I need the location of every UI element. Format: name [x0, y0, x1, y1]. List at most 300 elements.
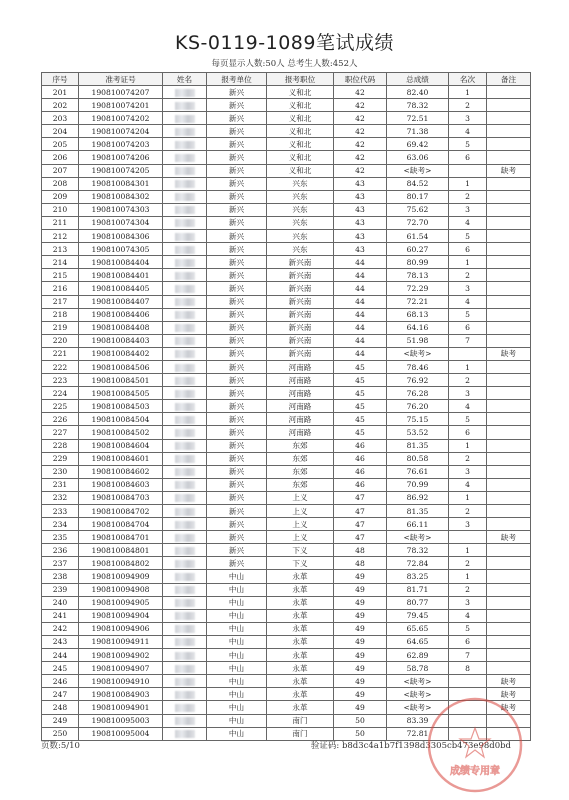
cell-position: 兴东 — [267, 243, 334, 256]
cell-position: 河南路 — [267, 374, 334, 387]
cell-unit: 中山 — [207, 609, 267, 622]
cell-name — [163, 151, 207, 164]
cell-unit: 新兴 — [207, 360, 267, 373]
table-row — [42, 347, 531, 360]
cell-rank: 5 — [449, 138, 487, 151]
cell-note — [487, 360, 531, 373]
cell-index: 242 — [42, 622, 79, 635]
cell-unit: 新兴 — [207, 321, 267, 334]
cell-score: 53.52 — [387, 426, 449, 439]
cell-code: 42 — [334, 99, 387, 112]
cell-name — [163, 295, 207, 308]
table-row — [42, 282, 531, 295]
cell-unit: 中山 — [207, 649, 267, 662]
cell-unit: 新兴 — [207, 164, 267, 177]
cell-index: 204 — [42, 125, 79, 138]
cell-unit: 中山 — [207, 622, 267, 635]
cell-score: 62.89 — [387, 649, 449, 662]
cell-unit: 新兴 — [207, 374, 267, 387]
cell-rank: 3 — [449, 465, 487, 478]
cell-code: 42 — [334, 151, 387, 164]
cell-index: 224 — [42, 387, 79, 400]
cell-position: 永革 — [267, 635, 334, 648]
table-row — [42, 439, 531, 452]
redacted-name — [175, 429, 195, 437]
cell-index: 212 — [42, 230, 79, 243]
cell-code: 45 — [334, 360, 387, 373]
redacted-name — [175, 547, 195, 555]
cell-position: 河南路 — [267, 387, 334, 400]
cell-index: 202 — [42, 99, 79, 112]
cell-score: 64.16 — [387, 321, 449, 334]
cell-name — [163, 649, 207, 662]
table-header-row — [42, 73, 531, 86]
cell-unit: 新兴 — [207, 230, 267, 243]
redacted-name — [175, 455, 195, 463]
table-row — [42, 164, 531, 177]
cell-note: 缺考 — [487, 347, 531, 360]
cell-position: 永革 — [267, 622, 334, 635]
cell-unit: 新兴 — [207, 452, 267, 465]
cell-position: 永革 — [267, 675, 334, 688]
cell-note — [487, 635, 531, 648]
cell-rank: 3 — [449, 112, 487, 125]
cell-name — [163, 243, 207, 256]
table-row — [42, 478, 531, 491]
cell-code: 43 — [334, 177, 387, 190]
page-number: 页数:5/10 — [41, 741, 80, 751]
cell-code: 46 — [334, 439, 387, 452]
cell-note — [487, 505, 531, 518]
cell-note — [487, 387, 531, 400]
cell-unit: 中山 — [207, 570, 267, 583]
redacted-name — [175, 180, 195, 188]
cell-note — [487, 216, 531, 229]
cell-index: 245 — [42, 662, 79, 675]
cell-unit: 新兴 — [207, 334, 267, 347]
cell-position: 永革 — [267, 662, 334, 675]
cell-index: 240 — [42, 596, 79, 609]
cell-name — [163, 203, 207, 216]
cell-position: 兴东 — [267, 190, 334, 203]
cell-note — [487, 334, 531, 347]
cell-code: 49 — [334, 635, 387, 648]
table-row — [42, 86, 531, 99]
cell-code: 44 — [334, 269, 387, 282]
redacted-name — [175, 717, 195, 725]
cell-name — [163, 465, 207, 478]
cell-score: 72.21 — [387, 295, 449, 308]
cell-position: 新兴南 — [267, 347, 334, 360]
cell-index: 206 — [42, 151, 79, 164]
cell-name — [163, 190, 207, 203]
cell-rank: 5 — [449, 230, 487, 243]
cell-ticket: 190810074303 — [79, 203, 163, 216]
cell-code: 43 — [334, 190, 387, 203]
cell-code: 47 — [334, 518, 387, 531]
cell-position: 下义 — [267, 557, 334, 570]
cell-name — [163, 374, 207, 387]
cell-unit: 新兴 — [207, 387, 267, 400]
cell-note — [487, 243, 531, 256]
cell-note — [487, 491, 531, 504]
redacted-name — [175, 560, 195, 568]
cell-index: 217 — [42, 295, 79, 308]
cell-unit: 新兴 — [207, 413, 267, 426]
cell-note — [487, 583, 531, 596]
table-row — [42, 635, 531, 648]
table-row — [42, 426, 531, 439]
cell-index: 211 — [42, 216, 79, 229]
cell-index: 243 — [42, 635, 79, 648]
cell-code: 50 — [334, 727, 387, 740]
table-row — [42, 649, 531, 662]
cell-position: 上义 — [267, 518, 334, 531]
cell-note — [487, 518, 531, 531]
cell-rank — [449, 347, 487, 360]
cell-score: <缺考> — [387, 164, 449, 177]
cell-name — [163, 452, 207, 465]
cell-index: 222 — [42, 360, 79, 373]
table-row — [42, 295, 531, 308]
cell-rank: 6 — [449, 321, 487, 334]
cell-index: 229 — [42, 452, 79, 465]
cell-ticket: 190810084403 — [79, 334, 163, 347]
cell-rank: 1 — [449, 439, 487, 452]
redacted-name — [175, 233, 195, 241]
cell-code: 42 — [334, 125, 387, 138]
cell-position: 东郊 — [267, 452, 334, 465]
cell-note — [487, 714, 531, 727]
cell-index: 228 — [42, 439, 79, 452]
cell-ticket: 190810084501 — [79, 374, 163, 387]
cell-code: 44 — [334, 308, 387, 321]
cell-rank: 4 — [449, 400, 487, 413]
cell-score: 51.98 — [387, 334, 449, 347]
cell-ticket: 190810084505 — [79, 387, 163, 400]
cell-position: 新兴南 — [267, 308, 334, 321]
cell-name — [163, 478, 207, 491]
cell-position: 上义 — [267, 505, 334, 518]
cell-score: 78.13 — [387, 269, 449, 282]
cell-position: 义和北 — [267, 99, 334, 112]
cell-ticket: 190810084302 — [79, 190, 163, 203]
cell-code: 47 — [334, 531, 387, 544]
cell-position: 义和北 — [267, 86, 334, 99]
cell-unit: 新兴 — [207, 295, 267, 308]
table-row — [42, 374, 531, 387]
cell-position: 上义 — [267, 491, 334, 504]
cell-name — [163, 125, 207, 138]
cell-ticket: 190810074305 — [79, 243, 163, 256]
redacted-name — [175, 102, 195, 110]
cell-name — [163, 701, 207, 714]
cell-ticket: 190810084405 — [79, 282, 163, 295]
redacted-name — [175, 481, 195, 489]
cell-note — [487, 413, 531, 426]
cell-ticket: 190810084306 — [79, 230, 163, 243]
cell-rank: 1 — [449, 491, 487, 504]
table-row — [42, 190, 531, 203]
cell-rank: 4 — [449, 295, 487, 308]
cell-position: 南门 — [267, 727, 334, 740]
cell-name — [163, 387, 207, 400]
cell-ticket: 190810084702 — [79, 505, 163, 518]
cell-position: 永革 — [267, 583, 334, 596]
cell-name — [163, 321, 207, 334]
cell-unit: 新兴 — [207, 269, 267, 282]
cell-rank: 5 — [449, 622, 487, 635]
cell-code: 45 — [334, 426, 387, 439]
cell-ticket: 190810074204 — [79, 125, 163, 138]
cell-unit: 新兴 — [207, 216, 267, 229]
cell-name — [163, 505, 207, 518]
cell-unit: 新兴 — [207, 491, 267, 504]
cell-rank: 6 — [449, 243, 487, 256]
cell-name — [163, 544, 207, 557]
cell-unit: 新兴 — [207, 282, 267, 295]
table-row — [42, 125, 531, 138]
table-row — [42, 256, 531, 269]
redacted-name — [175, 665, 195, 673]
cell-rank: 4 — [449, 609, 487, 622]
cell-score: 78.32 — [387, 99, 449, 112]
cell-index: 249 — [42, 714, 79, 727]
svg-text:成绩专用章: 成绩专用章 — [450, 766, 500, 777]
cell-score: 76.28 — [387, 387, 449, 400]
cell-code: 45 — [334, 400, 387, 413]
col-header-note: 备注 — [487, 73, 531, 86]
cell-index: 232 — [42, 491, 79, 504]
cell-score: <缺考> — [387, 531, 449, 544]
cell-code: 45 — [334, 413, 387, 426]
cell-unit: 新兴 — [207, 505, 267, 518]
cell-note — [487, 177, 531, 190]
redacted-name — [175, 141, 195, 149]
table-row — [42, 544, 531, 557]
cell-score: 72.84 — [387, 557, 449, 570]
cell-name — [163, 138, 207, 151]
cell-note — [487, 282, 531, 295]
cell-name — [163, 334, 207, 347]
table-row — [42, 701, 531, 714]
cell-score: 76.20 — [387, 400, 449, 413]
cell-code: 49 — [334, 609, 387, 622]
cell-unit: 新兴 — [207, 138, 267, 151]
cell-ticket: 190810084604 — [79, 439, 163, 452]
cell-unit: 新兴 — [207, 86, 267, 99]
cell-score: 64.65 — [387, 635, 449, 648]
cell-rank: 3 — [449, 282, 487, 295]
cell-score: 84.52 — [387, 177, 449, 190]
cell-rank — [449, 714, 487, 727]
cell-code: 44 — [334, 321, 387, 334]
cell-name — [163, 164, 207, 177]
cell-position: 河南路 — [267, 360, 334, 373]
cell-position: 东郊 — [267, 439, 334, 452]
redacted-name — [175, 521, 195, 529]
cell-code: 46 — [334, 478, 387, 491]
cell-unit: 新兴 — [207, 465, 267, 478]
cell-ticket: 190810095004 — [79, 727, 163, 740]
cell-ticket: 190810084408 — [79, 321, 163, 334]
cell-name — [163, 360, 207, 373]
cell-index: 231 — [42, 478, 79, 491]
cell-position: 兴东 — [267, 230, 334, 243]
cell-score: 81.35 — [387, 505, 449, 518]
cell-name — [163, 269, 207, 282]
table-row — [42, 557, 531, 570]
cell-score: <缺考> — [387, 701, 449, 714]
cell-index: 213 — [42, 243, 79, 256]
cell-index: 246 — [42, 675, 79, 688]
cell-index: 237 — [42, 557, 79, 570]
cell-note — [487, 138, 531, 151]
redacted-name — [175, 337, 195, 345]
cell-index: 221 — [42, 347, 79, 360]
cell-index: 235 — [42, 531, 79, 544]
redacted-name — [175, 311, 195, 319]
cell-code: 43 — [334, 216, 387, 229]
cell-score: 81.71 — [387, 583, 449, 596]
col-header-score: 总成绩 — [387, 73, 449, 86]
cell-index: 201 — [42, 86, 79, 99]
cell-position: 河南路 — [267, 400, 334, 413]
table-row — [42, 112, 531, 125]
cell-score: 71.38 — [387, 125, 449, 138]
redacted-name — [175, 678, 195, 686]
cell-name — [163, 112, 207, 125]
cell-position: 兴东 — [267, 177, 334, 190]
cell-name — [163, 491, 207, 504]
cell-note: 缺考 — [487, 701, 531, 714]
table-row — [42, 518, 531, 531]
cell-rank — [449, 164, 487, 177]
cell-index: 208 — [42, 177, 79, 190]
cell-note — [487, 649, 531, 662]
cell-note — [487, 125, 531, 138]
cell-unit: 中山 — [207, 662, 267, 675]
cell-code: 43 — [334, 230, 387, 243]
cell-rank: 8 — [449, 662, 487, 675]
cell-name — [163, 570, 207, 583]
cell-rank: 1 — [449, 256, 487, 269]
redacted-name — [175, 219, 195, 227]
redacted-name — [175, 298, 195, 306]
cell-score: 66.11 — [387, 518, 449, 531]
cell-ticket: 190810074205 — [79, 164, 163, 177]
cell-rank: 2 — [449, 583, 487, 596]
cell-position: 永革 — [267, 609, 334, 622]
cell-name — [163, 216, 207, 229]
table-row — [42, 138, 531, 151]
cell-position: 新兴南 — [267, 295, 334, 308]
table-row — [42, 321, 531, 334]
cell-code: 45 — [334, 387, 387, 400]
cell-score: 80.17 — [387, 190, 449, 203]
cell-code: 46 — [334, 465, 387, 478]
cell-ticket: 190810084801 — [79, 544, 163, 557]
table-row — [42, 269, 531, 282]
redacted-name — [175, 468, 195, 476]
cell-ticket: 190810084401 — [79, 269, 163, 282]
cell-position: 永革 — [267, 701, 334, 714]
cell-code: 49 — [334, 688, 387, 701]
cell-score: <缺考> — [387, 688, 449, 701]
cell-code: 48 — [334, 557, 387, 570]
cell-ticket: 190810084406 — [79, 308, 163, 321]
cell-position: 东郊 — [267, 478, 334, 491]
cell-unit: 新兴 — [207, 478, 267, 491]
redacted-name — [175, 324, 195, 332]
table-row — [42, 387, 531, 400]
cell-unit: 新兴 — [207, 518, 267, 531]
cell-rank — [449, 675, 487, 688]
table-row — [42, 491, 531, 504]
cell-rank: 2 — [449, 269, 487, 282]
cell-note — [487, 190, 531, 203]
cell-position: 永革 — [267, 596, 334, 609]
cell-unit: 中山 — [207, 635, 267, 648]
cell-name — [163, 688, 207, 701]
verification-code: 验证码: b8d3c4a1b7f1398d3305cb473e98d0bd — [310, 741, 511, 751]
cell-note — [487, 465, 531, 478]
cell-position: 新兴南 — [267, 282, 334, 295]
cell-index: 238 — [42, 570, 79, 583]
redacted-name — [175, 730, 195, 738]
cell-name — [163, 531, 207, 544]
cell-code: 47 — [334, 491, 387, 504]
redacted-name — [175, 586, 195, 594]
cell-ticket: 190810074206 — [79, 151, 163, 164]
table-row — [42, 99, 531, 112]
cell-rank: 1 — [449, 544, 487, 557]
cell-name — [163, 439, 207, 452]
cell-position: 兴东 — [267, 216, 334, 229]
cell-score: 81.35 — [387, 439, 449, 452]
page-subtitle: 每页显示人数:50人 总考生人数:452人 — [211, 59, 358, 69]
cell-name — [163, 557, 207, 570]
redacted-name — [175, 206, 195, 214]
cell-note — [487, 478, 531, 491]
cell-unit: 新兴 — [207, 243, 267, 256]
cell-name — [163, 177, 207, 190]
cell-code: 49 — [334, 596, 387, 609]
cell-unit: 新兴 — [207, 347, 267, 360]
cell-code: 42 — [334, 112, 387, 125]
redacted-name — [175, 193, 195, 201]
cell-code: 44 — [334, 334, 387, 347]
cell-note — [487, 151, 531, 164]
cell-note — [487, 596, 531, 609]
redacted-name — [175, 350, 195, 358]
cell-ticket: 190810084502 — [79, 426, 163, 439]
cell-score: 75.15 — [387, 413, 449, 426]
cell-code: 42 — [334, 86, 387, 99]
cell-note — [487, 622, 531, 635]
cell-ticket: 190810084404 — [79, 256, 163, 269]
redacted-name — [175, 259, 195, 267]
cell-ticket: 190810084802 — [79, 557, 163, 570]
cell-unit: 新兴 — [207, 256, 267, 269]
cell-ticket: 190810094904 — [79, 609, 163, 622]
cell-index: 215 — [42, 269, 79, 282]
table-row — [42, 452, 531, 465]
cell-index: 223 — [42, 374, 79, 387]
cell-unit: 新兴 — [207, 177, 267, 190]
cell-rank: 7 — [449, 649, 487, 662]
cell-note — [487, 609, 531, 622]
